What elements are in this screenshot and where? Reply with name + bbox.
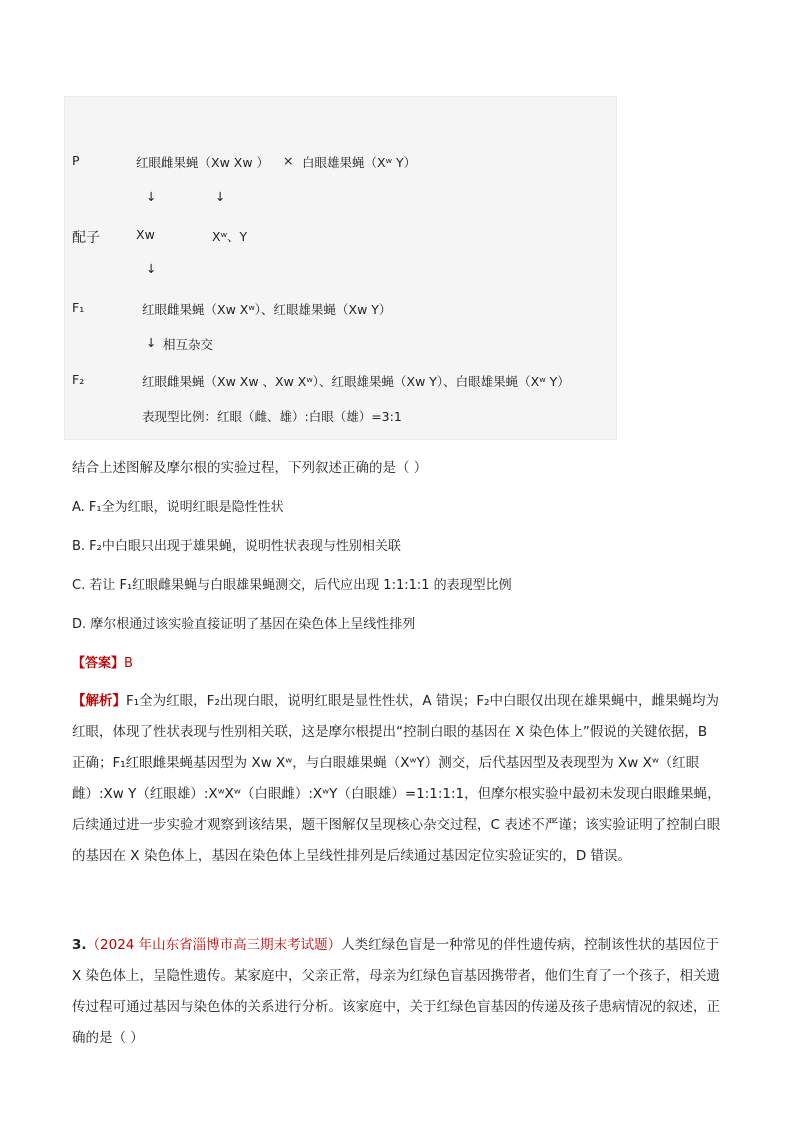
option-c: C. 若让 F₁红眼雌果蝇与白眼雄果蝇测交，后代应出现 1:1:1:1 的表现型比例 bbox=[72, 578, 512, 593]
question-3 bbox=[72, 930, 722, 1054]
question-number: 3. bbox=[72, 937, 87, 953]
gamete-label: 配子 bbox=[72, 230, 100, 246]
phenotype-ratio: 表现型比例：红眼（雌、雄）:白眼（雄）=3:1 bbox=[142, 409, 402, 424]
analysis-paragraph bbox=[72, 686, 722, 872]
question-stem: 结合上述图解及摩尔根的实验过程，下列叙述正确的是（ ） bbox=[72, 460, 428, 476]
arrow-down-icon: ↓ bbox=[146, 261, 157, 276]
arrow-down-icon: ↓ bbox=[146, 189, 157, 204]
f1-offspring: 红眼雌果蝇（Xw Xʷ）、红眼雄果蝇（Xw Y） bbox=[142, 302, 392, 317]
cross-symbol: × bbox=[283, 153, 294, 168]
intercross-label: 相互杂交 bbox=[163, 337, 214, 352]
question-3-text: 人类红绿色盲是一种常见的伴性遗传病，控制该性状的基因位于 X 染色体上，呈隐性遗传。某家庭中，父亲正常，母亲为红绿色盲基因携带者，他们生育了一个孩子，相关遗传过程可通过基因与染色体的关系进行分析。该家庭中，关于红绿色盲基因的传递及孩子患病情况的叙述，正确的是（ ） bbox=[72, 937, 721, 1046]
option-d: D. 摩尔根通过该实验直接证明了基因在染色体上呈线性排列 bbox=[72, 617, 416, 632]
option-b: B. F₂中白眼只出现于雄果蝇，说明性状表现与性别相关联 bbox=[72, 539, 401, 554]
analysis-text: F₁全为红眼，F₂出现白眼，说明红眼是显性性状，A 错误；F₂中白眼仅出现在雄果蝇中，雌果蝇均为红眼，体现了性状表现与性别相关联，这是摩尔根提出“控制白眼的基因在 X 染色体上”假说的关键依据，B 正确；F₁红眼雌果蝇基因型为 Xw Xʷ，与白眼雄果蝇（XʷY）测交，后代基因型及表现型为 Xw Xʷ（红眼雌）:Xw Y（红眼雄）:XʷXʷ（白眼雌）:XʷY（白眼雄）=1:1:1:1，但摩尔根实验中最初未发现白眼雌果蝇，后续通过进一步实验才观察到该结果，题干图解仅呈现核心杂交过程，C 表述不严谨；该实验证明了控制白眼的基因在 X 染色体上，基因在染色体上呈线性排列是后续通过基因定位实验证实的，D 错误。 bbox=[72, 693, 721, 864]
p-female-parent: 红眼雌果蝇（Xw Xw ） bbox=[136, 155, 270, 170]
gamete-male: Xʷ、Y bbox=[212, 229, 248, 244]
gamete-female: Xw bbox=[136, 227, 155, 242]
answer-value: B bbox=[124, 656, 133, 671]
option-a: A. F₁全为红眼，说明红眼是隐性性状 bbox=[72, 500, 284, 515]
answer-line bbox=[72, 652, 133, 671]
p-male-parent: 白眼雄果蝇（Xʷ Y） bbox=[302, 155, 417, 170]
f2-label: F₂ bbox=[72, 372, 85, 387]
f2-offspring: 红眼雌果蝇（Xw Xw 、Xw Xʷ）、红眼雄果蝇（Xw Y）、白眼雄果蝇（Xʷ Y） bbox=[142, 374, 570, 389]
analysis-label: 【解析】 bbox=[72, 693, 126, 709]
question-source: （2024 年山东省淄博市高三期末考试题） bbox=[86, 937, 342, 953]
genetic-cross-diagram bbox=[64, 96, 617, 440]
answer-label: 【答案】 bbox=[72, 656, 125, 671]
arrow-down-icon: ↓ bbox=[146, 335, 157, 350]
f1-label: F₁ bbox=[72, 300, 85, 315]
arrow-down-icon: ↓ bbox=[215, 189, 226, 204]
p-generation-label: P bbox=[72, 153, 80, 168]
